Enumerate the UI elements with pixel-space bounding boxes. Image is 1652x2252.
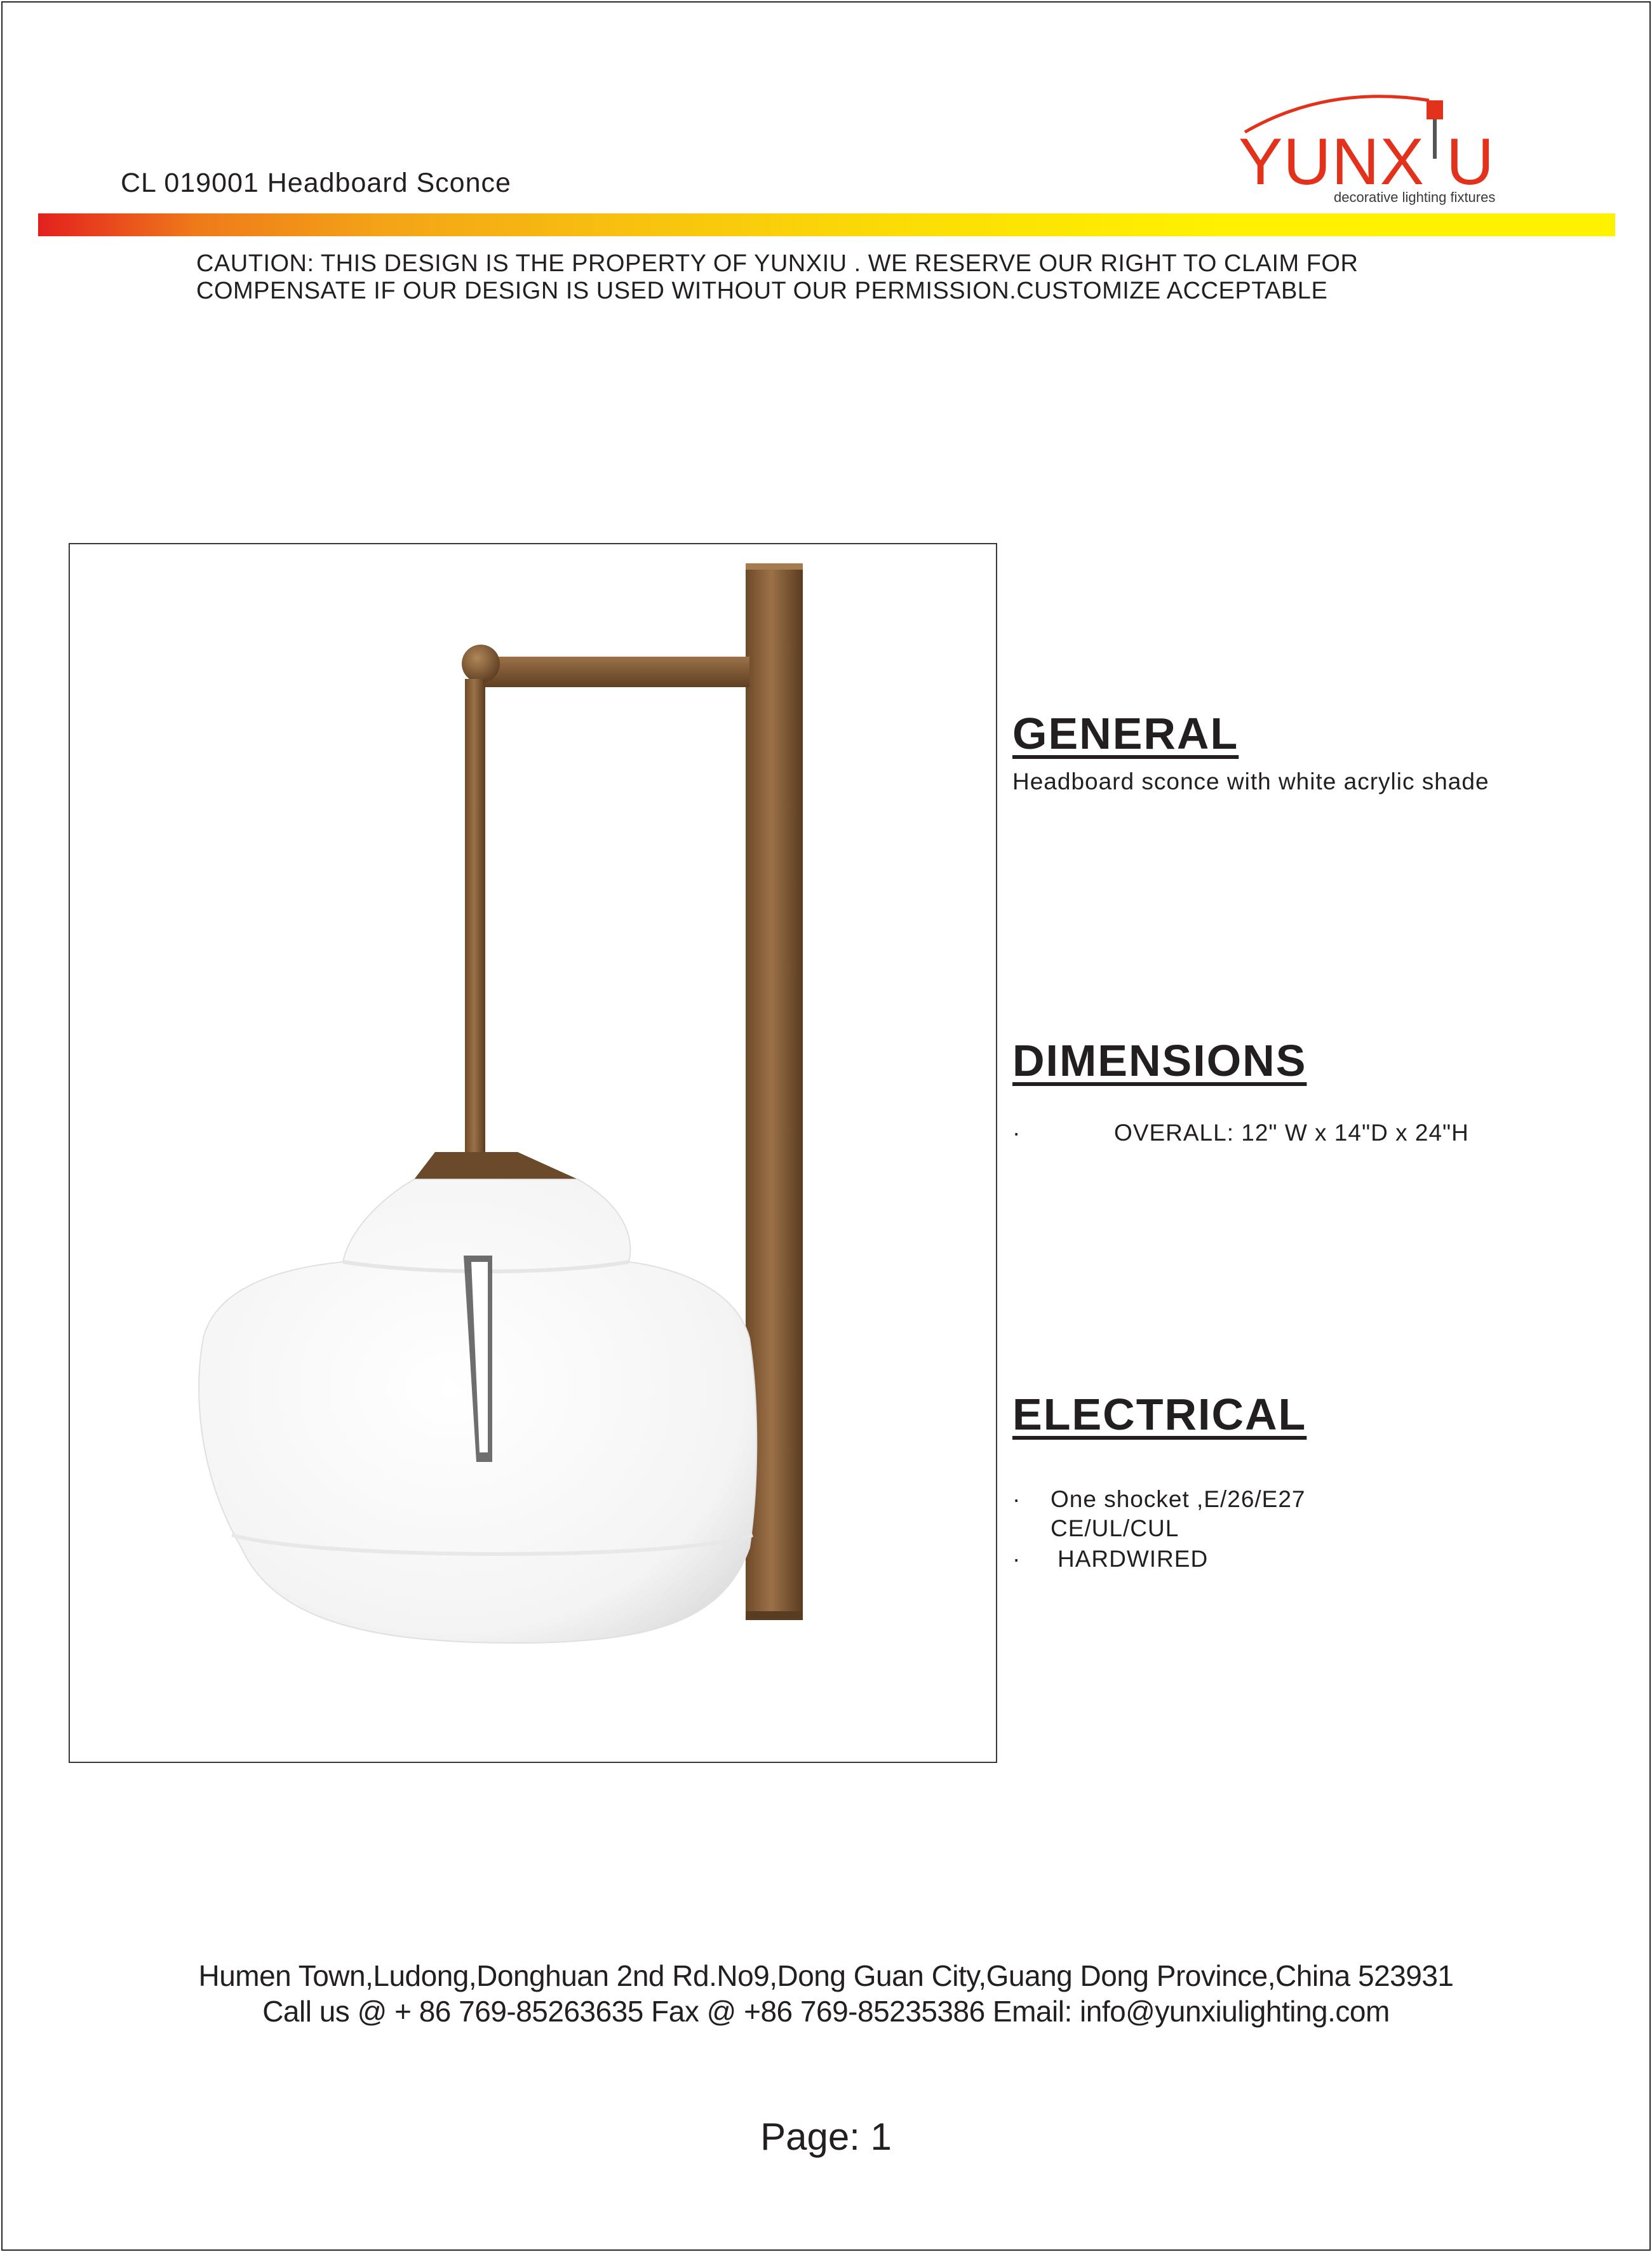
horizontal-arm: [483, 657, 749, 687]
dimensions-bullet: ·: [1012, 1120, 1021, 1146]
shade-cap: [414, 1152, 578, 1179]
logo-letter-u: U: [1446, 125, 1495, 199]
electrical-bullet-1: ·: [1012, 1486, 1021, 1512]
header-gradient-bar: [38, 213, 1615, 236]
caution-notice: [196, 250, 1530, 305]
dimensions-overall: OVERALL: 12" W x 14"D x 24"H: [1114, 1120, 1469, 1146]
electrical-bullet-2: ·: [1012, 1546, 1021, 1572]
dimensions-heading: DIMENSIONS: [1012, 1036, 1307, 1085]
sconce-product-image: [70, 544, 996, 1762]
caution-line-1: CAUTION: THIS DESIGN IS THE PROPERTY OF YUNXIU . WE RESERVE OUR RIGHT TO CLAIM FOR: [196, 250, 1359, 277]
electrical-certifications: CE/UL/CUL: [1051, 1515, 1179, 1541]
arm-finial: [462, 645, 500, 683]
general-heading: GENERAL: [1012, 709, 1239, 758]
footer-contact: Call us @ + 86 769-85263635 Fax @ +86 769-85235386 Email: info@yunxiulighting.com: [262, 1995, 1390, 2028]
page-number: Page: 1: [760, 2115, 892, 2158]
electrical-socket: One shocket ,E/26/E27: [1051, 1486, 1306, 1512]
logo-tagline: decorative lighting fixtures: [1334, 189, 1496, 205]
electrical-hardwired: HARDWIRED: [1058, 1546, 1209, 1572]
logo-letter-x: X: [1380, 125, 1425, 199]
electrical-heading: ELECTRICAL: [1012, 1390, 1307, 1439]
footer-address: Humen Town,Ludong,Donghuan 2nd Rd.No9,Dong Guan City,Guang Dong Province,China 523931: [198, 1959, 1454, 1992]
yunxiu-logo: [1239, 88, 1512, 208]
general-description: Headboard sconce with white acrylic shade: [1012, 768, 1489, 794]
caution-line-2: COMPENSATE IF OUR DESIGN IS USED WITHOUT OUR PERMISSION.CUSTOMIZE ACCEPTABLE: [196, 278, 1328, 304]
product-photo-frame: [69, 543, 997, 1763]
document-title: CL 019001 Headboard Sconce: [121, 168, 511, 198]
logo-letters-yun: YUN: [1239, 125, 1380, 199]
down-rod: [465, 679, 485, 1154]
